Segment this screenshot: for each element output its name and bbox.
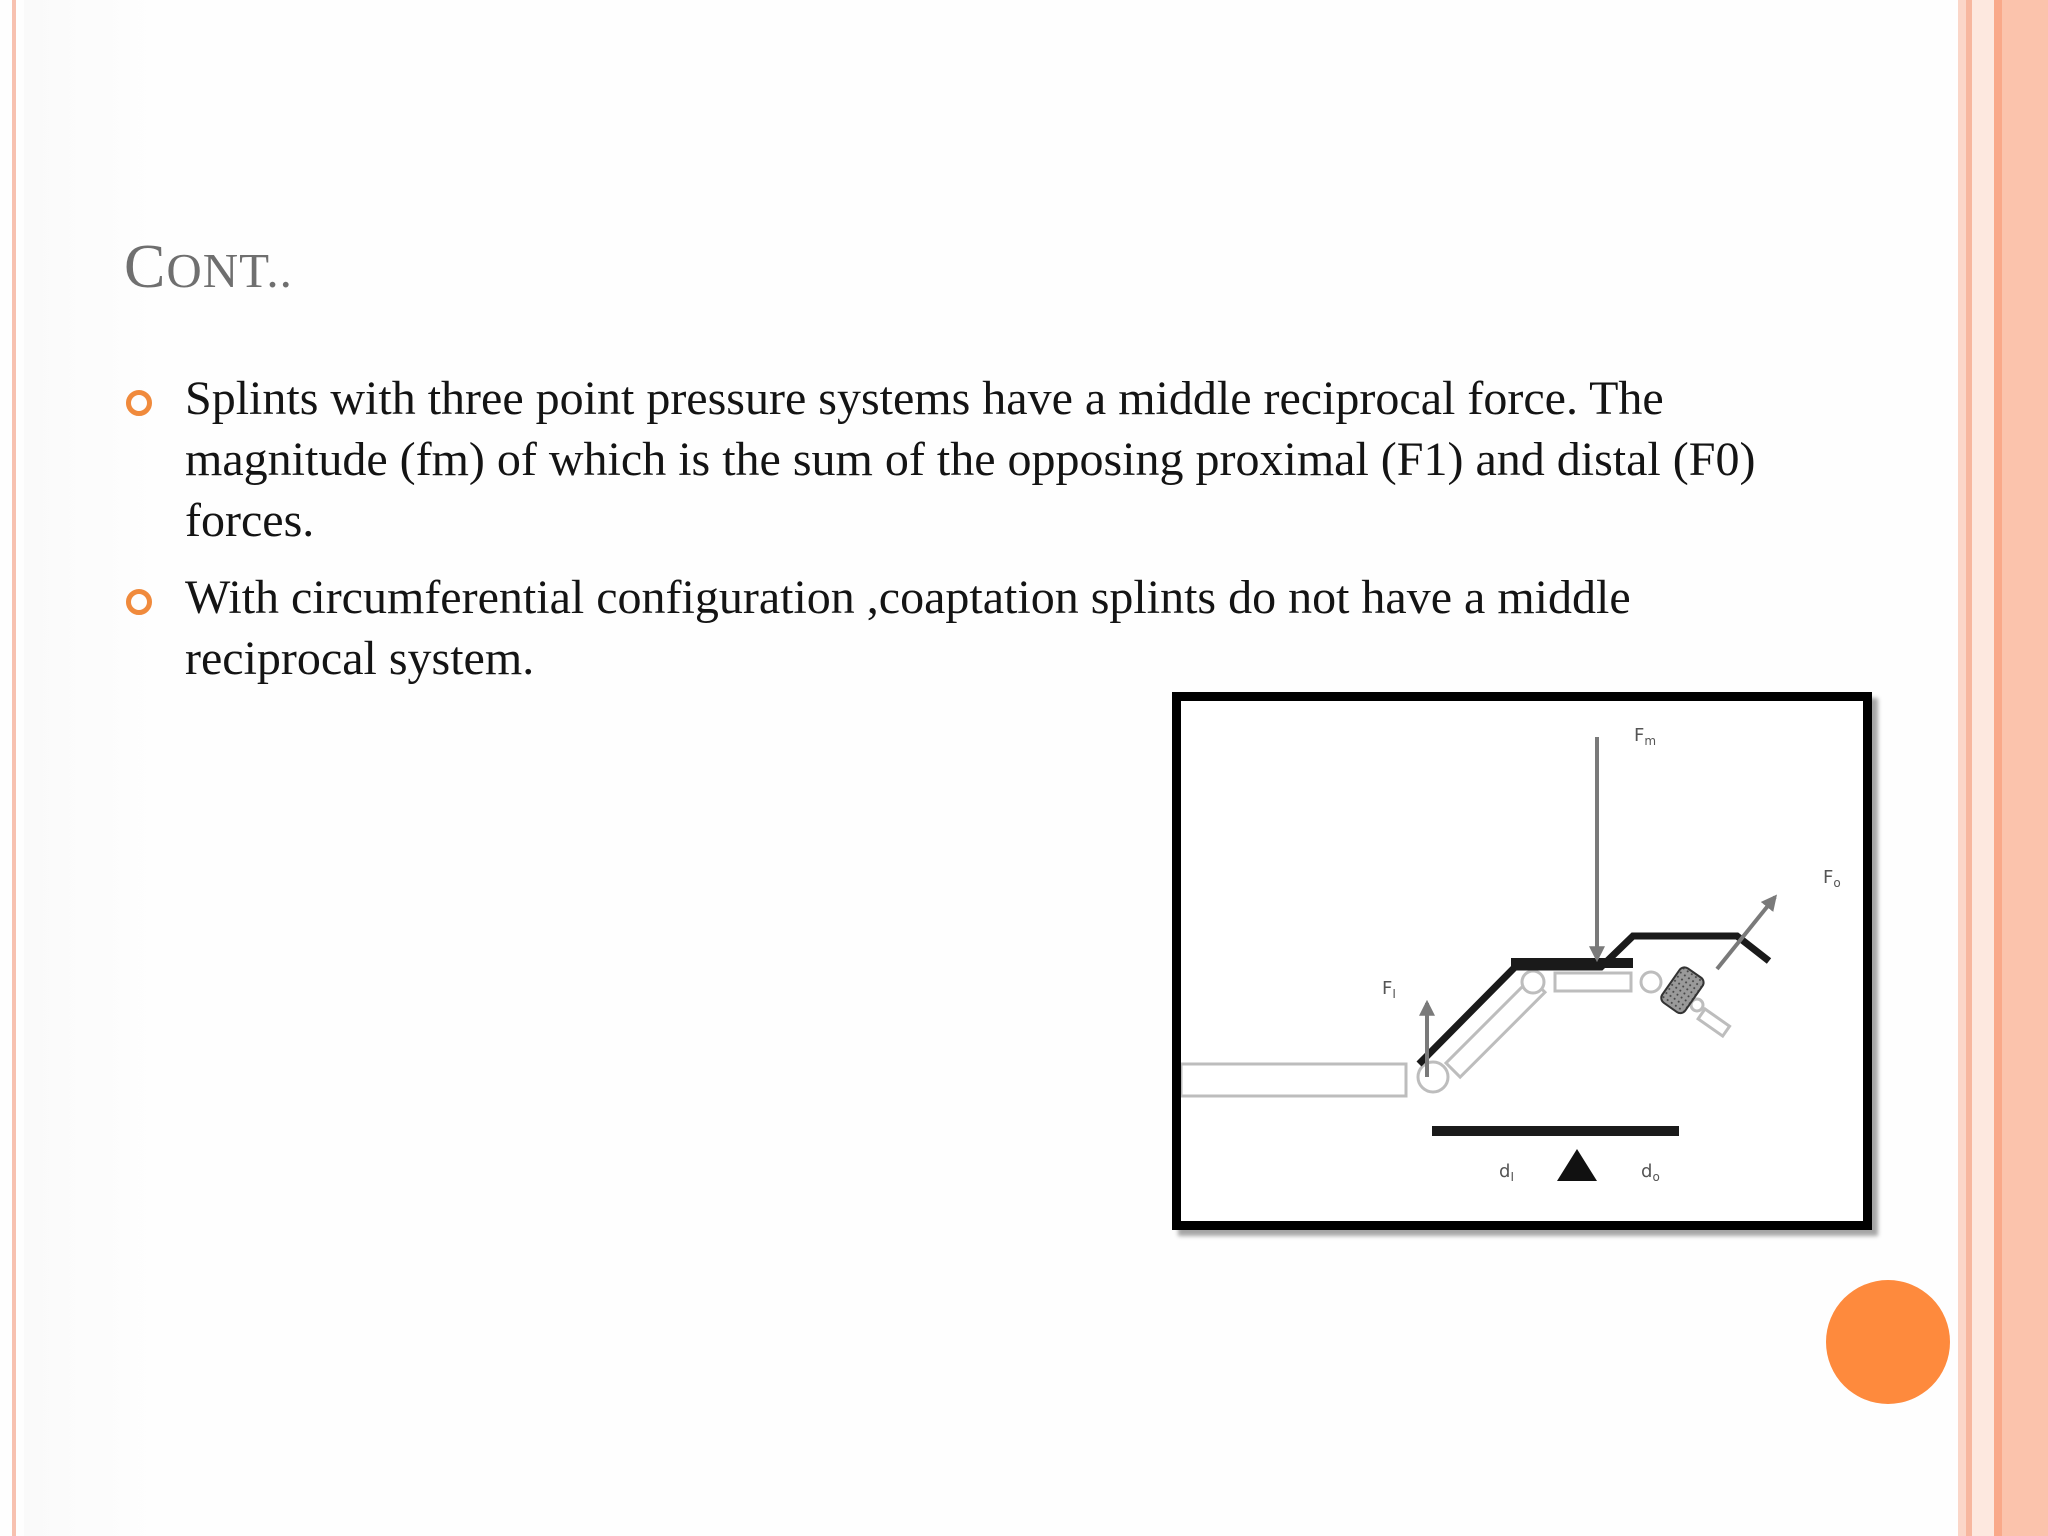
bullet-text: With circumferential configuration ,coaptation splints do not have a middle reciprocal system. (185, 571, 1631, 685)
bullet-item (124, 368, 1764, 551)
label-di: $d_I$ (1499, 1161, 1514, 1184)
decorative-orange-circle (1826, 1280, 1950, 1404)
slide-title (124, 232, 293, 303)
slide-title-initial: C (124, 233, 167, 301)
label-fo: $F_o$ (1823, 867, 1841, 890)
proximal-joint-circle (1418, 1062, 1448, 1092)
bullet-item (124, 567, 1764, 689)
left-decorative-border (0, 0, 24, 1536)
bullet-text: Splints with three point pressure systems have a middle reciprocal force. The magnitude (fm) of which is the sum of the opposing proximal (F1) and distal (F0) forces. (185, 372, 1756, 547)
bullet-list (124, 368, 1764, 705)
label-do: $d_o$ (1641, 1161, 1660, 1184)
right-decorative-border (1958, 0, 2048, 1536)
distal-phalanx-segment (1698, 1009, 1729, 1036)
pip-joint-circle (1522, 971, 1544, 993)
bullet-ring-icon (126, 589, 152, 615)
forearm-segment (1181, 1064, 1406, 1096)
middle-phalanx-segment (1555, 973, 1631, 991)
label-fi: $F_I$ (1382, 978, 1396, 1001)
fulcrum-triangle (1557, 1149, 1597, 1181)
slide-title-rest: ONT.. (166, 243, 293, 298)
dip-joint-circle (1641, 972, 1661, 992)
label-fm: $F_m$ (1634, 725, 1657, 748)
three-point-pressure-diagram (1172, 692, 1872, 1230)
bullet-ring-icon (126, 390, 152, 416)
